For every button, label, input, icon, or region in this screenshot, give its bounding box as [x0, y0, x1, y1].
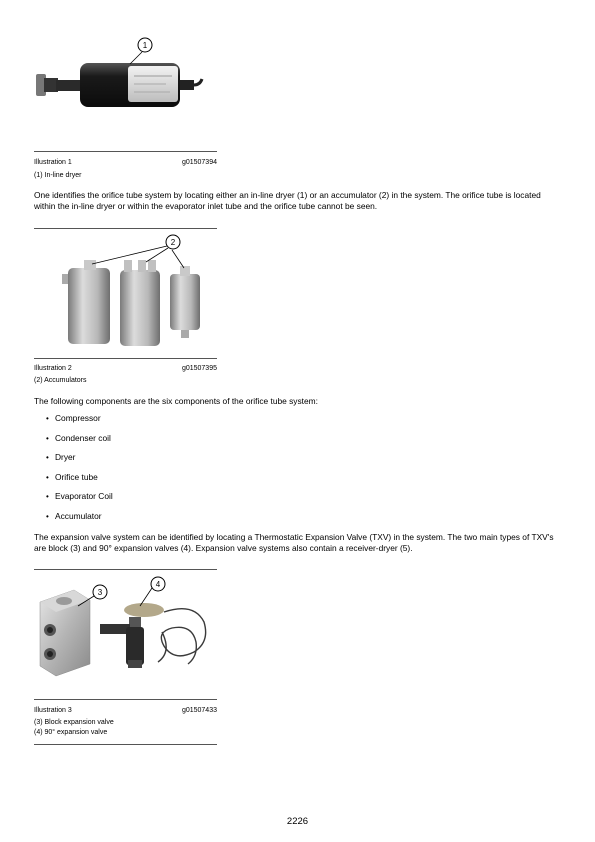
illustration-2-caption: (2) Accumulators: [34, 377, 87, 384]
illustration-2-image: [34, 230, 217, 356]
illustration-3-caption-row: [34, 706, 217, 715]
illustration-3-caption-b: (4) 90° expansion valve: [34, 729, 108, 736]
list-item: • Dryer: [34, 452, 113, 472]
list-item: • Compressor: [34, 413, 113, 433]
illustration-1-image: [34, 30, 217, 148]
illustration-3-rule-top: [34, 569, 217, 570]
illustration-label: Illustration 3: [34, 707, 72, 714]
illustration-1-caption: (1) In-line dryer: [34, 172, 82, 179]
figure-code: g01507394: [181, 159, 217, 166]
figure-code: g01507395: [181, 365, 217, 372]
callout-2: 2: [170, 238, 176, 247]
illustration-label: Illustration 1: [34, 159, 72, 166]
list-item: • Evaporator Coil: [34, 491, 113, 511]
illustration-2-rule-top: [34, 228, 217, 229]
callout-4: 4: [155, 580, 161, 589]
page-number: 2226: [286, 816, 309, 827]
illustration-label: Illustration 2: [34, 365, 72, 372]
list-item: • Condenser coil: [34, 433, 113, 453]
list-item: • Accumulator: [34, 511, 113, 531]
figure-code: g01507433: [181, 707, 217, 714]
illustration-3-caption-a: (3) Block expansion valve: [34, 719, 114, 726]
illustration-1-rule-bottom: [34, 151, 217, 152]
callout-3: 3: [97, 588, 103, 597]
paragraph-orifice-identification: One identifies the orifice tube system by locating either an in-line dryer (1) or an accumulator (2) in the system. The orifice tube is located within the in-line dryer or within the evaporator inlet tube and the orifice tube cannot be seen.: [34, 190, 541, 211]
illustration-1-caption-row: [34, 158, 217, 167]
list-item: • Orifice tube: [34, 472, 113, 492]
illustration-3-rule-end: [34, 744, 217, 745]
illustration-3-rule-bottom: [34, 699, 217, 700]
component-list: [34, 413, 113, 531]
callout-1: 1: [142, 41, 148, 50]
illustration-2-rule-bottom: [34, 358, 217, 359]
paragraph-expansion-valve: The expansion valve system can be identified by locating a Thermostatic Expansion Valve (TXV) in the system. The two main types of TXV's are block (3) and 90° expansion valves (4). Expansion valve systems also contain a receiver-dryer (5).: [34, 532, 554, 553]
paragraph-components-intro: The following components are the six components of the orifice tube system:: [34, 396, 318, 406]
illustration-2-caption-row: [34, 364, 217, 373]
illustration-3-image: [34, 572, 217, 696]
